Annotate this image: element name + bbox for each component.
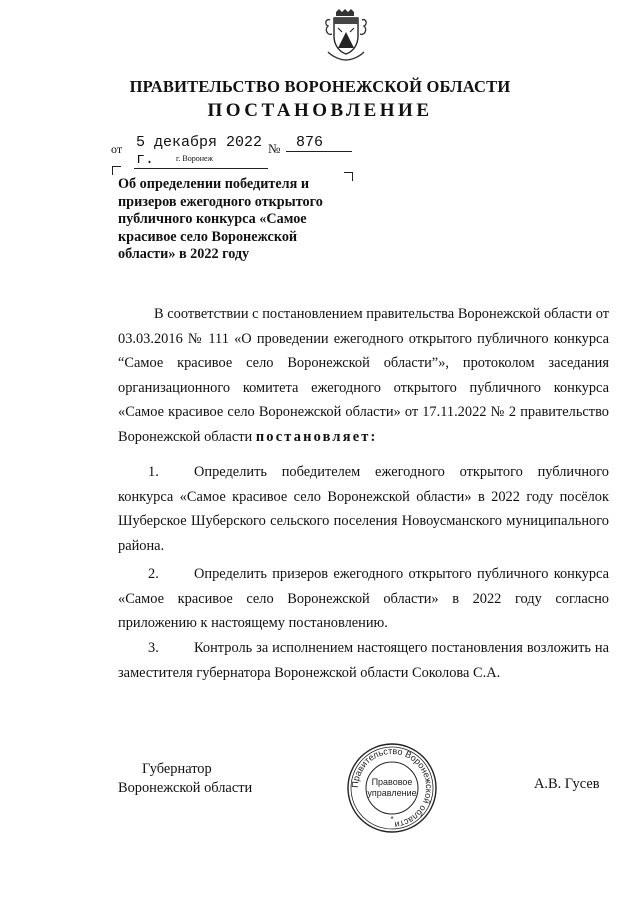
stamp-center-line2: управление — [367, 788, 417, 798]
signatory-title — [118, 760, 252, 798]
document-type-title: ПОСТАНОВЛЕНИЕ — [207, 100, 433, 121]
list-item-number: 1. — [148, 464, 159, 480]
signatory-title-line2: Воронежской области — [118, 780, 253, 796]
stamp-ring-text: Правительство Воронежской области — [349, 745, 435, 830]
stamp-center-line1: Правовое — [371, 777, 413, 787]
document-subject: Об определении победителя и призеров ежегодного открытого публичного конкурса «Самое красивое село Воронежской области» в 2022 году — [118, 176, 323, 263]
list-item — [118, 460, 609, 558]
list-item-number: 2. — [148, 566, 159, 582]
organization-title: ПРАВИТЕЛЬСТВО ВОРОНЕЖСКОЙ ОБЛАСТИ — [129, 77, 511, 96]
coat-of-arms-emblem — [322, 8, 370, 64]
city-label: г. Воронеж — [176, 154, 214, 163]
list-item-text: Контроль за исполнением настоящего постановления возложить на заместителя губернатора Воронежской области Соколова С.А. — [118, 640, 609, 681]
subject-bracket-left — [112, 166, 121, 175]
stamp-star-icon: * — [390, 815, 394, 824]
legal-department-stamp — [346, 742, 438, 834]
signatory-name: А.В. Гусев — [534, 776, 600, 792]
document-date: 5 декабря 2022 г. — [134, 134, 268, 169]
number-sign-label: № — [268, 141, 281, 156]
document-number — [286, 134, 352, 152]
signatory-title-line1: Губернатор — [142, 761, 212, 777]
list-item-text: Определить победителем ежегодного открытого публичного конкурса «Самое красивое село Воронежской области» в 2022 году посёлок Шуберское Шуберского сельского поселения Новоусманского муниципального района. — [118, 464, 609, 554]
preamble-paragraph — [118, 302, 609, 450]
list-item-number: 3. — [148, 640, 159, 656]
document-number-value: 876 — [296, 134, 324, 151]
list-item — [118, 636, 609, 685]
preamble-text: В соответствии с постановлением правительства Воронежской области от 03.03.2016 № 111 «О проведении ежегодного открытого публичного конкурса “Самое красивое село Воронежской области”», протоколом заседания организационного комитета ежегодного открытого публичного конкурса «Самое красивое село Воронежской области» от 17.11.2022 № 2 правительство Воронежской области — [118, 306, 609, 445]
list-item-text: Определить призеров ежегодного открытого публичного конкурса «Самое красивое село Воронежской области» в 2022 году согласно приложению к настоящему постановлению. — [118, 566, 609, 632]
date-prefix-label: от — [111, 142, 123, 156]
decree-word: постановляет: — [255, 428, 378, 445]
list-item — [118, 562, 609, 636]
